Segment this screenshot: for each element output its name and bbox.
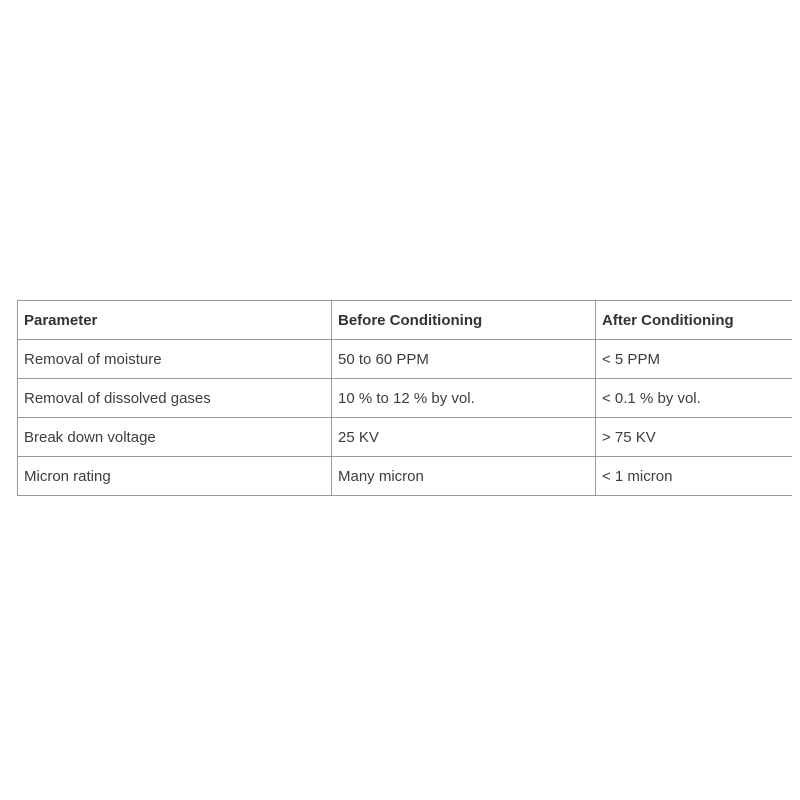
cell-before: 25 KV	[332, 418, 596, 457]
cell-after: < 5 PPM	[596, 340, 792, 379]
header-after-conditioning: After Conditioning	[596, 301, 792, 340]
cell-before: Many micron	[332, 457, 596, 496]
cell-parameter: Removal of dissolved gases	[18, 379, 332, 418]
table-row	[18, 379, 792, 418]
header-parameter: Parameter	[18, 301, 332, 340]
cell-parameter: Break down voltage	[18, 418, 332, 457]
table-header-row	[18, 301, 792, 340]
cell-after: > 75 KV	[596, 418, 792, 457]
cell-after: < 0.1 % by vol.	[596, 379, 792, 418]
cell-before: 50 to 60 PPM	[332, 340, 596, 379]
header-before-conditioning: Before Conditioning	[332, 301, 596, 340]
cell-parameter: Removal of moisture	[18, 340, 332, 379]
table-row	[18, 457, 792, 496]
cell-parameter: Micron rating	[18, 457, 332, 496]
conditioning-table-container	[17, 300, 791, 496]
table-row	[18, 418, 792, 457]
conditioning-comparison-table	[17, 300, 792, 496]
cell-before: 10 % to 12 % by vol.	[332, 379, 596, 418]
table-row	[18, 340, 792, 379]
cell-after: < 1 micron	[596, 457, 792, 496]
